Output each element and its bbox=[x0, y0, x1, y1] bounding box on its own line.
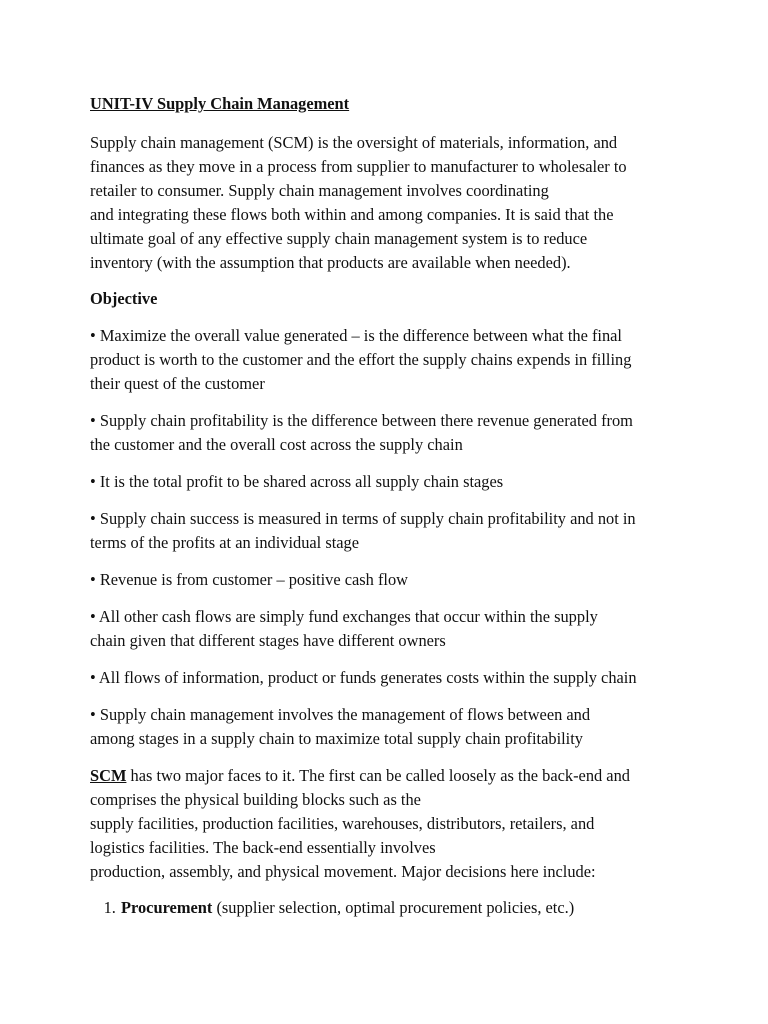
scm-line: logistics facilities. The back-end essentially involves bbox=[90, 838, 436, 857]
scm-paragraph bbox=[90, 764, 690, 884]
scm-line: supply facilities, production facilities, warehouses, distributors, retailers, and bbox=[90, 814, 595, 833]
objective-bullet bbox=[90, 470, 690, 494]
bullet-line: terms of the profits at an individual stage bbox=[90, 533, 360, 552]
decisions-list-item bbox=[120, 896, 690, 920]
scm-first-line bbox=[90, 764, 690, 788]
objective-bullet bbox=[90, 324, 690, 396]
objective-bullet bbox=[90, 568, 690, 592]
intro-line: Supply chain management (SCM) is the oversight of materials, information, and bbox=[90, 133, 618, 152]
decisions-list bbox=[90, 896, 690, 920]
objective-bullet bbox=[90, 507, 690, 555]
document-body bbox=[90, 92, 690, 920]
objective-bullet bbox=[90, 703, 690, 751]
intro-line: finances as they move in a process from supplier to manufacturer to wholesaler to bbox=[90, 157, 627, 176]
objective-heading: Objective bbox=[90, 289, 158, 308]
bullet-line: • Supply chain success is measured in terms of supply chain profitability and not in bbox=[90, 509, 636, 528]
intro-line: and integrating these flows both within and among companies. It is said that the bbox=[90, 205, 614, 224]
document-title: UNIT-IV Supply Chain Management bbox=[90, 94, 350, 113]
objective-bullet bbox=[90, 666, 690, 690]
bullet-line: • It is the total profit to be shared across all supply chain stages bbox=[90, 472, 504, 491]
list-item-text: (supplier selection, optimal procurement policies, etc.) bbox=[212, 898, 575, 917]
bullet-line: • Supply chain profitability is the difference between there revenue generated from bbox=[90, 411, 633, 430]
objective-bullet bbox=[90, 605, 690, 653]
list-item-term: Procurement bbox=[121, 898, 213, 917]
bullet-line: among stages in a supply chain to maximize total supply chain profitability bbox=[90, 729, 583, 748]
scm-first-line-rest: has two major faces to it. The first can be called loosely as the back-end and bbox=[126, 766, 630, 785]
bullet-line: product is worth to the customer and the effort the supply chains expends in filling bbox=[90, 350, 632, 369]
scm-line: comprises the physical building blocks such as the bbox=[90, 790, 421, 809]
intro-line: retailer to consumer. Supply chain management involves coordinating bbox=[90, 181, 549, 200]
scm-line: production, assembly, and physical movement. Major decisions here include: bbox=[90, 862, 596, 881]
scm-term: SCM bbox=[90, 766, 127, 785]
bullet-line: chain given that different stages have different owners bbox=[90, 631, 446, 650]
bullet-line: • Revenue is from customer – positive cash flow bbox=[90, 570, 409, 589]
objective-bullet bbox=[90, 409, 690, 457]
bullet-line: the customer and the overall cost across the supply chain bbox=[90, 435, 463, 454]
bullet-line: • All flows of information, product or funds generates costs within the supply chain bbox=[90, 668, 637, 687]
intro-paragraph bbox=[90, 131, 690, 275]
bullet-line: • Supply chain management involves the management of flows between and bbox=[90, 705, 591, 724]
bullet-line: their quest of the customer bbox=[90, 374, 265, 393]
intro-line: ultimate goal of any effective supply chain management system is to reduce bbox=[90, 229, 588, 248]
bullet-line: • All other cash flows are simply fund exchanges that occur within the supply bbox=[90, 607, 598, 626]
bullet-line: • Maximize the overall value generated – is the difference between what the final bbox=[90, 326, 622, 345]
intro-line: inventory (with the assumption that products are available when needed). bbox=[90, 253, 571, 272]
